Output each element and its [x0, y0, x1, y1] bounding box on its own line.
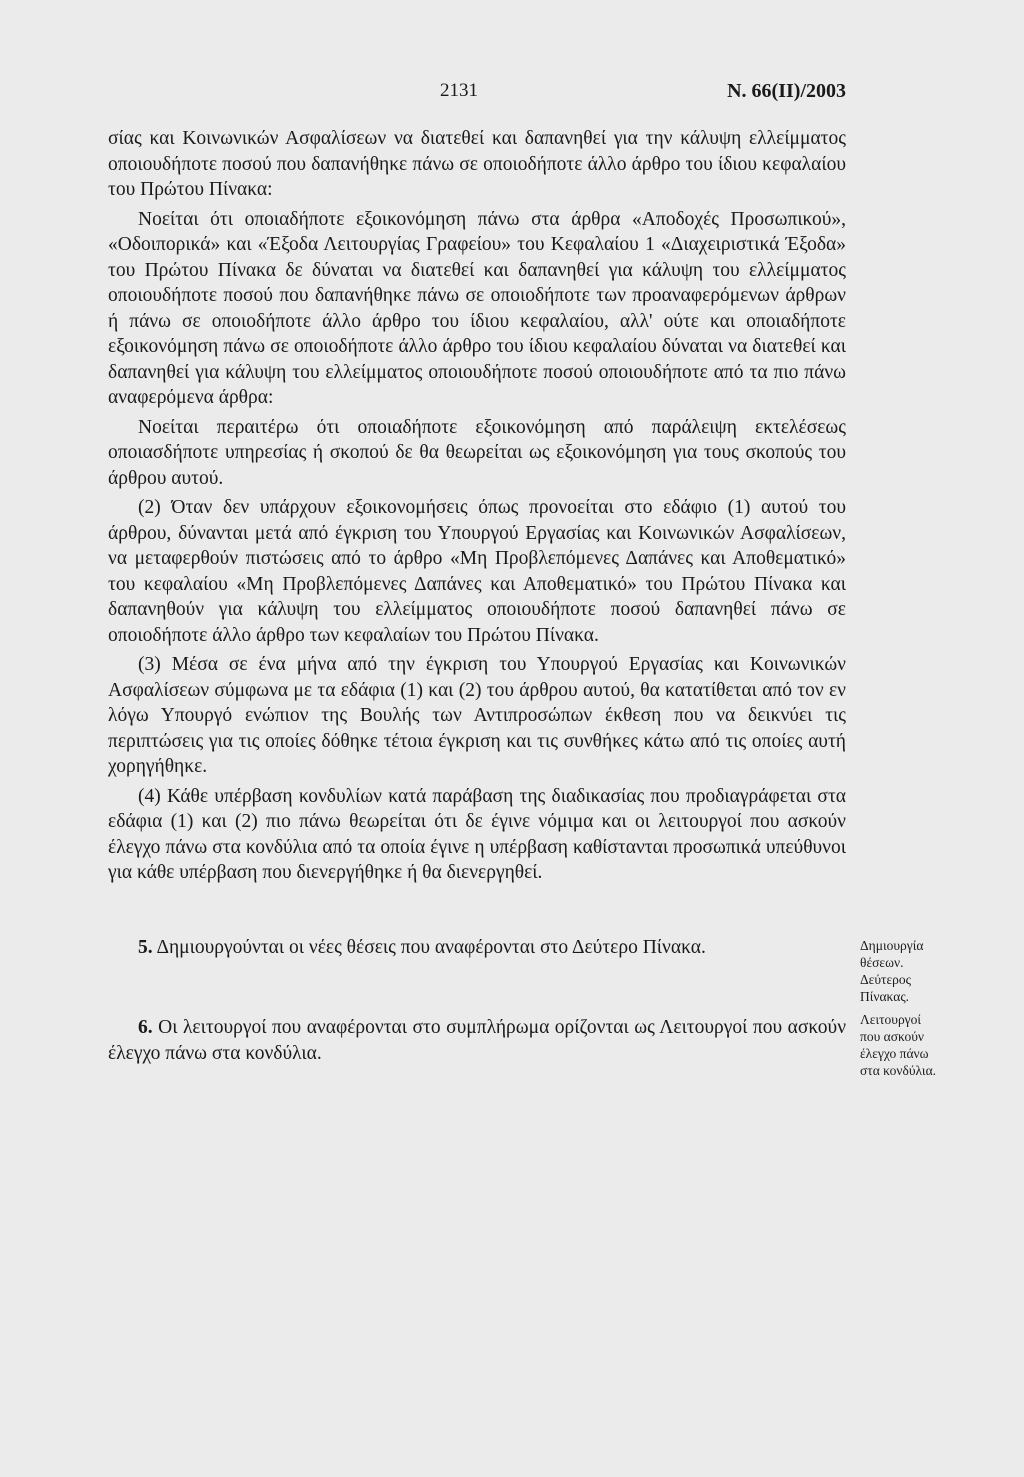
- margin-note-line: Λειτουργοί: [860, 1012, 922, 1027]
- paragraph-proviso-2: Νοείται περαιτέρω ότι οποιαδήποτε εξοικονόμηση από παράλειψη εκτελέσεως οποιασδήποτε υπηρεσίας ή σκοπού δε θα θεωρείται ως εξοικονόμηση για τους σκοπούς του άρθρου αυτού.: [108, 416, 846, 489]
- body-text: [108, 126, 846, 886]
- margin-note-section-6: [860, 1011, 970, 1079]
- margin-note-line: στα κονδύλια.: [860, 1063, 937, 1078]
- margin-note-section-5: [860, 937, 970, 1005]
- paragraph-proviso-1: Νοείται ότι οποιαδήποτε εξοικονόμηση πάνω στα άρθρα «Αποδοχές Προσωπικού», «Οδοιπορικά» και «Έξοδα Λειτουργίας Γραφείου» του Κεφαλαίου 1 «Διαχειριστικά Έξοδα» του Πρώτου Πίνακα δε δύναται να διατεθεί και δαπανηθεί για κάλυψη του ελλείμματος οποιουδήποτε ποσού που δαπανήθηκε πάνω σε οποιοδήποτε των προαναφερόμενων άρθρων ή πάνω σε οποιοδήποτε άλλο άρθρο του ίδιου κεφαλαίου, αλλ' ούτε και οποιαδήποτε εξοικονόμηση πάνω σε οποιοδήποτε άλλο άρθρο του ίδιου κεφαλαίου δύναται να διατεθεί και δαπανηθεί για κάλυψη του ελλείμματος οποιουδήποτε ποσού οποιουδήποτε από τα πιο πάνω αναφερόμενα άρθρα:: [108, 208, 846, 408]
- section-6: [108, 1015, 846, 1066]
- subsection-4: (4) Κάθε υπέρβαση κονδυλίων κατά παράβαση της διαδικασίας που προδιαγράφεται στα εδάφια (1) και (2) πιο πάνω θεωρείται ότι δε έγινε νόμιμα και οι λειτουργοί που ασκούν έλεγχο πάνω στα κονδύλια από τα οποία έγινε η υπέρβαση καθίστανται προσωπικά υπεύθυνοι για κάθε υπέρβαση που διενεργήθηκε ή θα διενεργηθεί.: [108, 785, 846, 883]
- margin-note-line: που ασκούν: [860, 1029, 925, 1044]
- page-header: [110, 80, 846, 110]
- subsection-2: (2) Όταν δεν υπάρχουν εξοικονομήσεις όπως προνοείται στο εδάφιο (1) αυτού του άρθρου, δύνανται μετά από έγκριση του Υπουργού Εργασίας και Κοινωνικών Ασφαλίσεων, να μεταφερθούν πιστώσεις από το άρθρο «Μη Προβλεπόμενες Δαπάνες και Αποθεματικό» του κεφαλαίου «Μη Προβλεπόμενες Δαπάνες και Αποθεματικό» του Πρώτου Πίνακα και δαπανηθούν για κάλυψη του ελλείμματος οποιουδήποτε ποσού δαπανηθεί πάνω σε οποιοδήποτε άλλο άρθρο των κεφαλαίων του Πρώτου Πίνακα.: [108, 497, 846, 646]
- subsection-3: (3) Μέσα σε ένα μήνα από την έγκριση του Υπουργού Εργασίας και Κοινωνικών Ασφαλίσεων σύμφωνα με τα εδάφια (1) και (2) του άρθρου αυτού, θα κατατίθεται από τον εν λόγω Υπουργό ενώπιον της Βουλής των Αντιπροσώπων έκθεση που να δεικνύει τις περιπτώσεις για τις οποίες δόθηκε τέτοια έγκριση και τις συνθήκες κάτω από τις οποίες αυτή χορηγήθηκε.: [108, 654, 846, 777]
- page-number: 2131: [440, 80, 478, 101]
- law-reference: N. 66(II)/2003: [727, 80, 846, 102]
- section-5-number: 5.: [138, 937, 153, 958]
- paragraph-continuation: σίας και Κοινωνικών Ασφαλίσεων να διατεθεί και δαπανηθεί για την κάλυψη ελλείμματος οποιουδήποτε ποσού που δαπανήθηκε πάνω σε οποιοδήποτε άλλο άρθρο του ίδιου κεφαλαίου του Πρώτου Πίνακα:: [108, 128, 846, 200]
- margin-note-line: Δημιουργία: [860, 938, 924, 953]
- section-6-text: Οι λειτουργοί που αναφέρονται στο συμπλήρωμα ορίζονται ως Λειτουργοί που ασκούν έλεγχο πάνω στα κονδύλια.: [108, 1017, 847, 1064]
- margin-note-line: Πίνακας.: [860, 989, 910, 1004]
- section-5: [108, 935, 846, 961]
- section-6-number: 6.: [138, 1017, 153, 1038]
- section-5-text: Δημιουργούνται οι νέες θέσεις που αναφέρονται στο Δεύτερο Πίνακα.: [156, 937, 706, 958]
- margin-note-line: έλεγχο πάνω: [860, 1046, 929, 1061]
- margin-note-line: Δεύτερος: [860, 972, 911, 987]
- margin-note-line: θέσεων.: [860, 955, 904, 970]
